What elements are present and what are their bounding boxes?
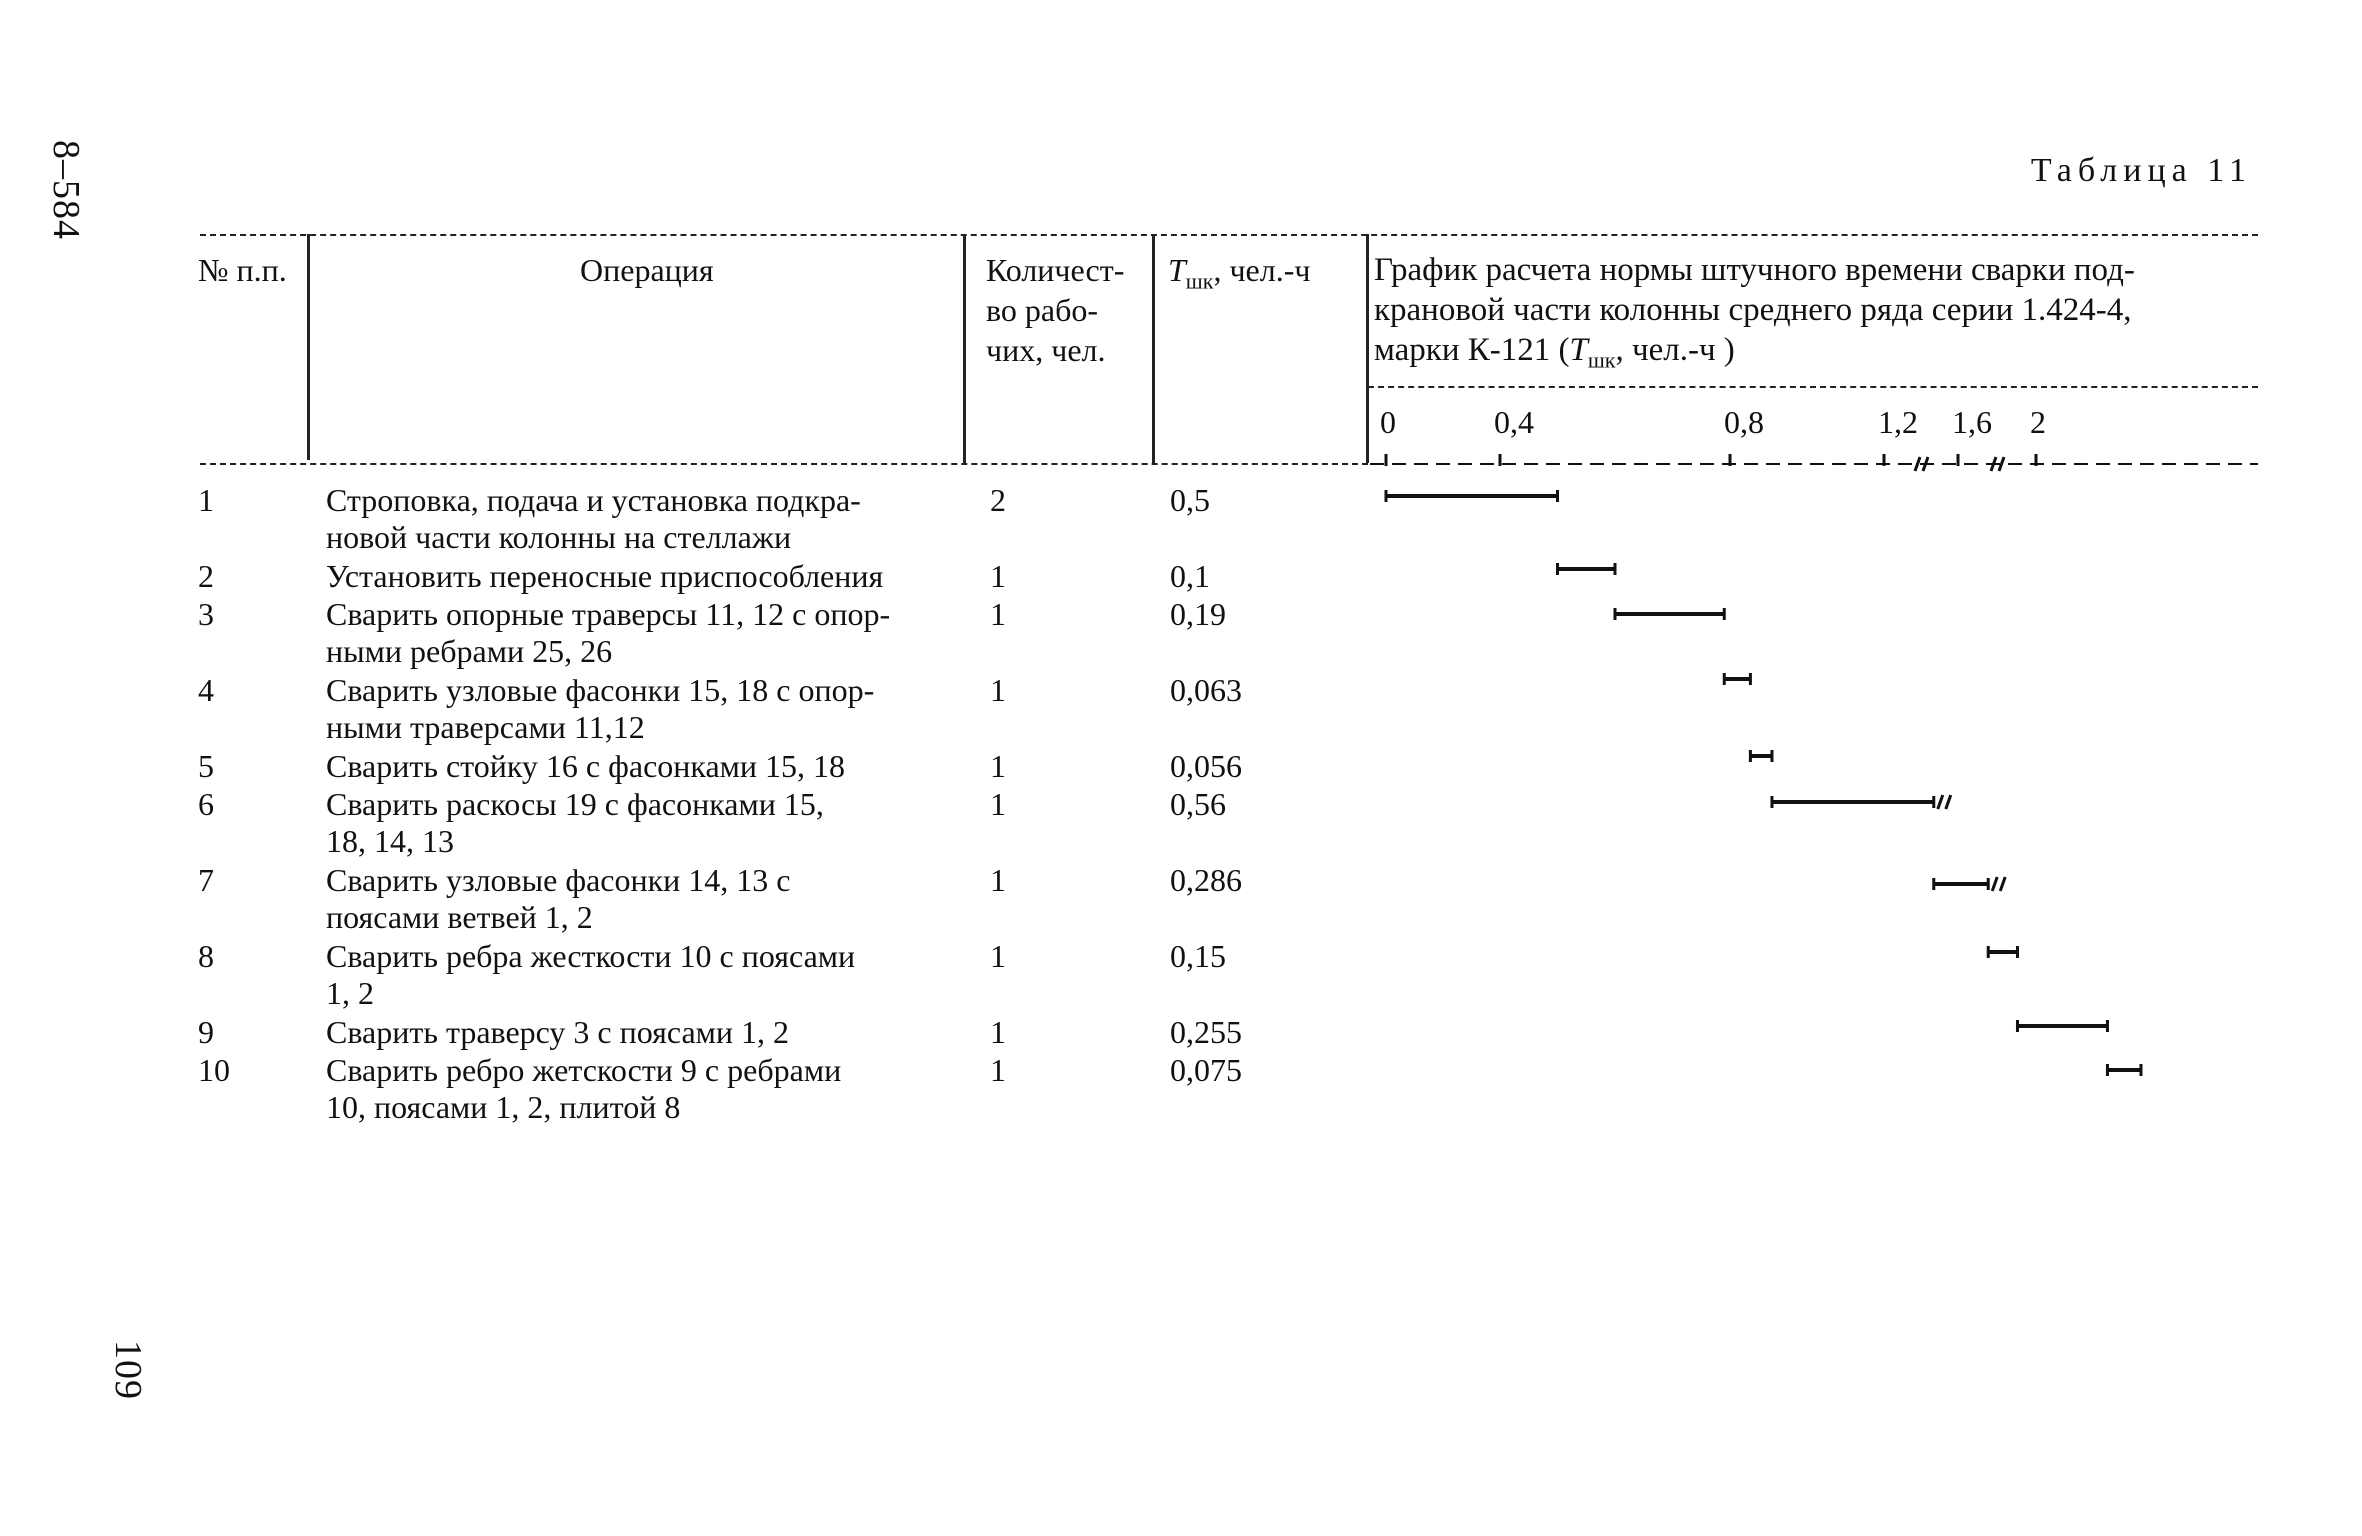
- operation-line: ными ребрами 25, 26: [326, 633, 613, 669]
- operation-line: ными траверсами 11,12: [326, 709, 645, 745]
- row-workers: 2: [990, 482, 1006, 518]
- row-time: 0,255: [1170, 1014, 1242, 1050]
- row-time: 0,5: [1170, 482, 1210, 518]
- header-workers-line-3: чих, чел.: [986, 332, 1106, 368]
- axis-tick-label: 1,2: [1878, 404, 1918, 440]
- row-number: 2: [198, 558, 214, 594]
- operation-line: новой части колонны на стеллажи: [326, 519, 792, 555]
- row-workers: 1: [990, 596, 1006, 632]
- gantt-bar-break-mark: [1938, 795, 1951, 809]
- row-number: 3: [198, 596, 214, 632]
- document-code: 8–584: [45, 140, 87, 240]
- operation-line: поясами ветвей 1, 2: [326, 899, 593, 935]
- header-chart-line-2: крановой части колонны среднего ряда серии 1.424-4,: [1374, 292, 2132, 328]
- row-number: 4: [198, 672, 214, 708]
- axis-tick-label: 0,4: [1494, 404, 1534, 440]
- row-workers: 1: [990, 558, 1006, 594]
- row-time: 0,056: [1170, 748, 1242, 784]
- axis-tick-label: 0,8: [1724, 404, 1764, 440]
- operation-line: Сварить узловые фасонки 15, 18 с опор-: [326, 672, 875, 708]
- operation-line: Сварить узловые фасонки 14, 13 с: [326, 862, 791, 898]
- header-chart-line-1: График расчета нормы штучного времени сварки под-: [1374, 252, 2135, 288]
- row-workers: 1: [990, 938, 1006, 974]
- row-time: 0,075: [1170, 1052, 1242, 1088]
- header-time-sub: шк: [1185, 268, 1214, 294]
- row-number: 10: [198, 1052, 230, 1088]
- row-number: 9: [198, 1014, 214, 1050]
- row-workers: 1: [990, 786, 1006, 822]
- row-workers: 1: [990, 748, 1006, 784]
- operation-line: Сварить раскосы 19 с фасонками 15,: [326, 786, 824, 822]
- row-workers: 1: [990, 1014, 1006, 1050]
- row-time: 0,063: [1170, 672, 1242, 708]
- header-time-symbol: T: [1168, 252, 1186, 288]
- row-number: 8: [198, 938, 214, 974]
- operation-line: 1, 2: [326, 975, 374, 1011]
- operation-line: 10, поясами 1, 2, плитой 8: [326, 1089, 681, 1125]
- row-number: 7: [198, 862, 214, 898]
- row-workers: 1: [990, 1052, 1006, 1088]
- header-workers-line-1: Количест-: [986, 252, 1125, 288]
- operation-line: Сварить стойку 16 с фасонками 15, 18: [326, 748, 846, 784]
- page-number: 109: [107, 1340, 149, 1400]
- row-number: 6: [198, 786, 214, 822]
- header-chart-line-3-suffix: , чел.-ч ): [1615, 332, 1735, 368]
- row-workers: 1: [990, 672, 1006, 708]
- row-time: 0,286: [1170, 862, 1242, 898]
- header-time-unit: , чел.-ч: [1213, 252, 1311, 288]
- table-title: Таблица 11: [2030, 152, 2252, 189]
- axis-tick-label: 1,6: [1952, 404, 1992, 440]
- operation-line: Сварить ребра жесткости 10 с поясами: [326, 938, 856, 974]
- header-chart-sub: шк: [1587, 347, 1616, 373]
- row-time: 0,56: [1170, 786, 1226, 822]
- row-number: 1: [198, 482, 214, 518]
- operation-line: 18, 14, 13: [326, 823, 454, 859]
- axis-tick-label: 2: [2030, 404, 2046, 440]
- operation-line: Сварить опорные траверсы 11, 12 с опор-: [326, 596, 891, 632]
- row-workers: 1: [990, 862, 1006, 898]
- operation-line: Установить переносные приспособления: [326, 558, 884, 594]
- header-chart-symbol: T: [1569, 332, 1588, 368]
- row-time: 0,15: [1170, 938, 1226, 974]
- axis-tick-label: 0: [1380, 404, 1396, 440]
- gantt-bar-break-mark: [1992, 877, 2005, 891]
- operation-line: Сварить ребро жетскости 9 с ребрами: [326, 1052, 842, 1088]
- row-number: 5: [198, 748, 214, 784]
- header-operation: Операция: [580, 252, 714, 288]
- row-time: 0,1: [1170, 558, 1210, 594]
- operation-line: Строповка, подача и установка подкра-: [326, 482, 861, 518]
- header-chart-line-3-prefix: марки К-121 (: [1374, 332, 1570, 368]
- operation-line: Сварить траверсу 3 с поясами 1, 2: [326, 1014, 790, 1050]
- header-workers-line-2: во рабо-: [986, 292, 1099, 328]
- header-num: № п.п.: [198, 252, 287, 288]
- row-time: 0,19: [1170, 596, 1226, 632]
